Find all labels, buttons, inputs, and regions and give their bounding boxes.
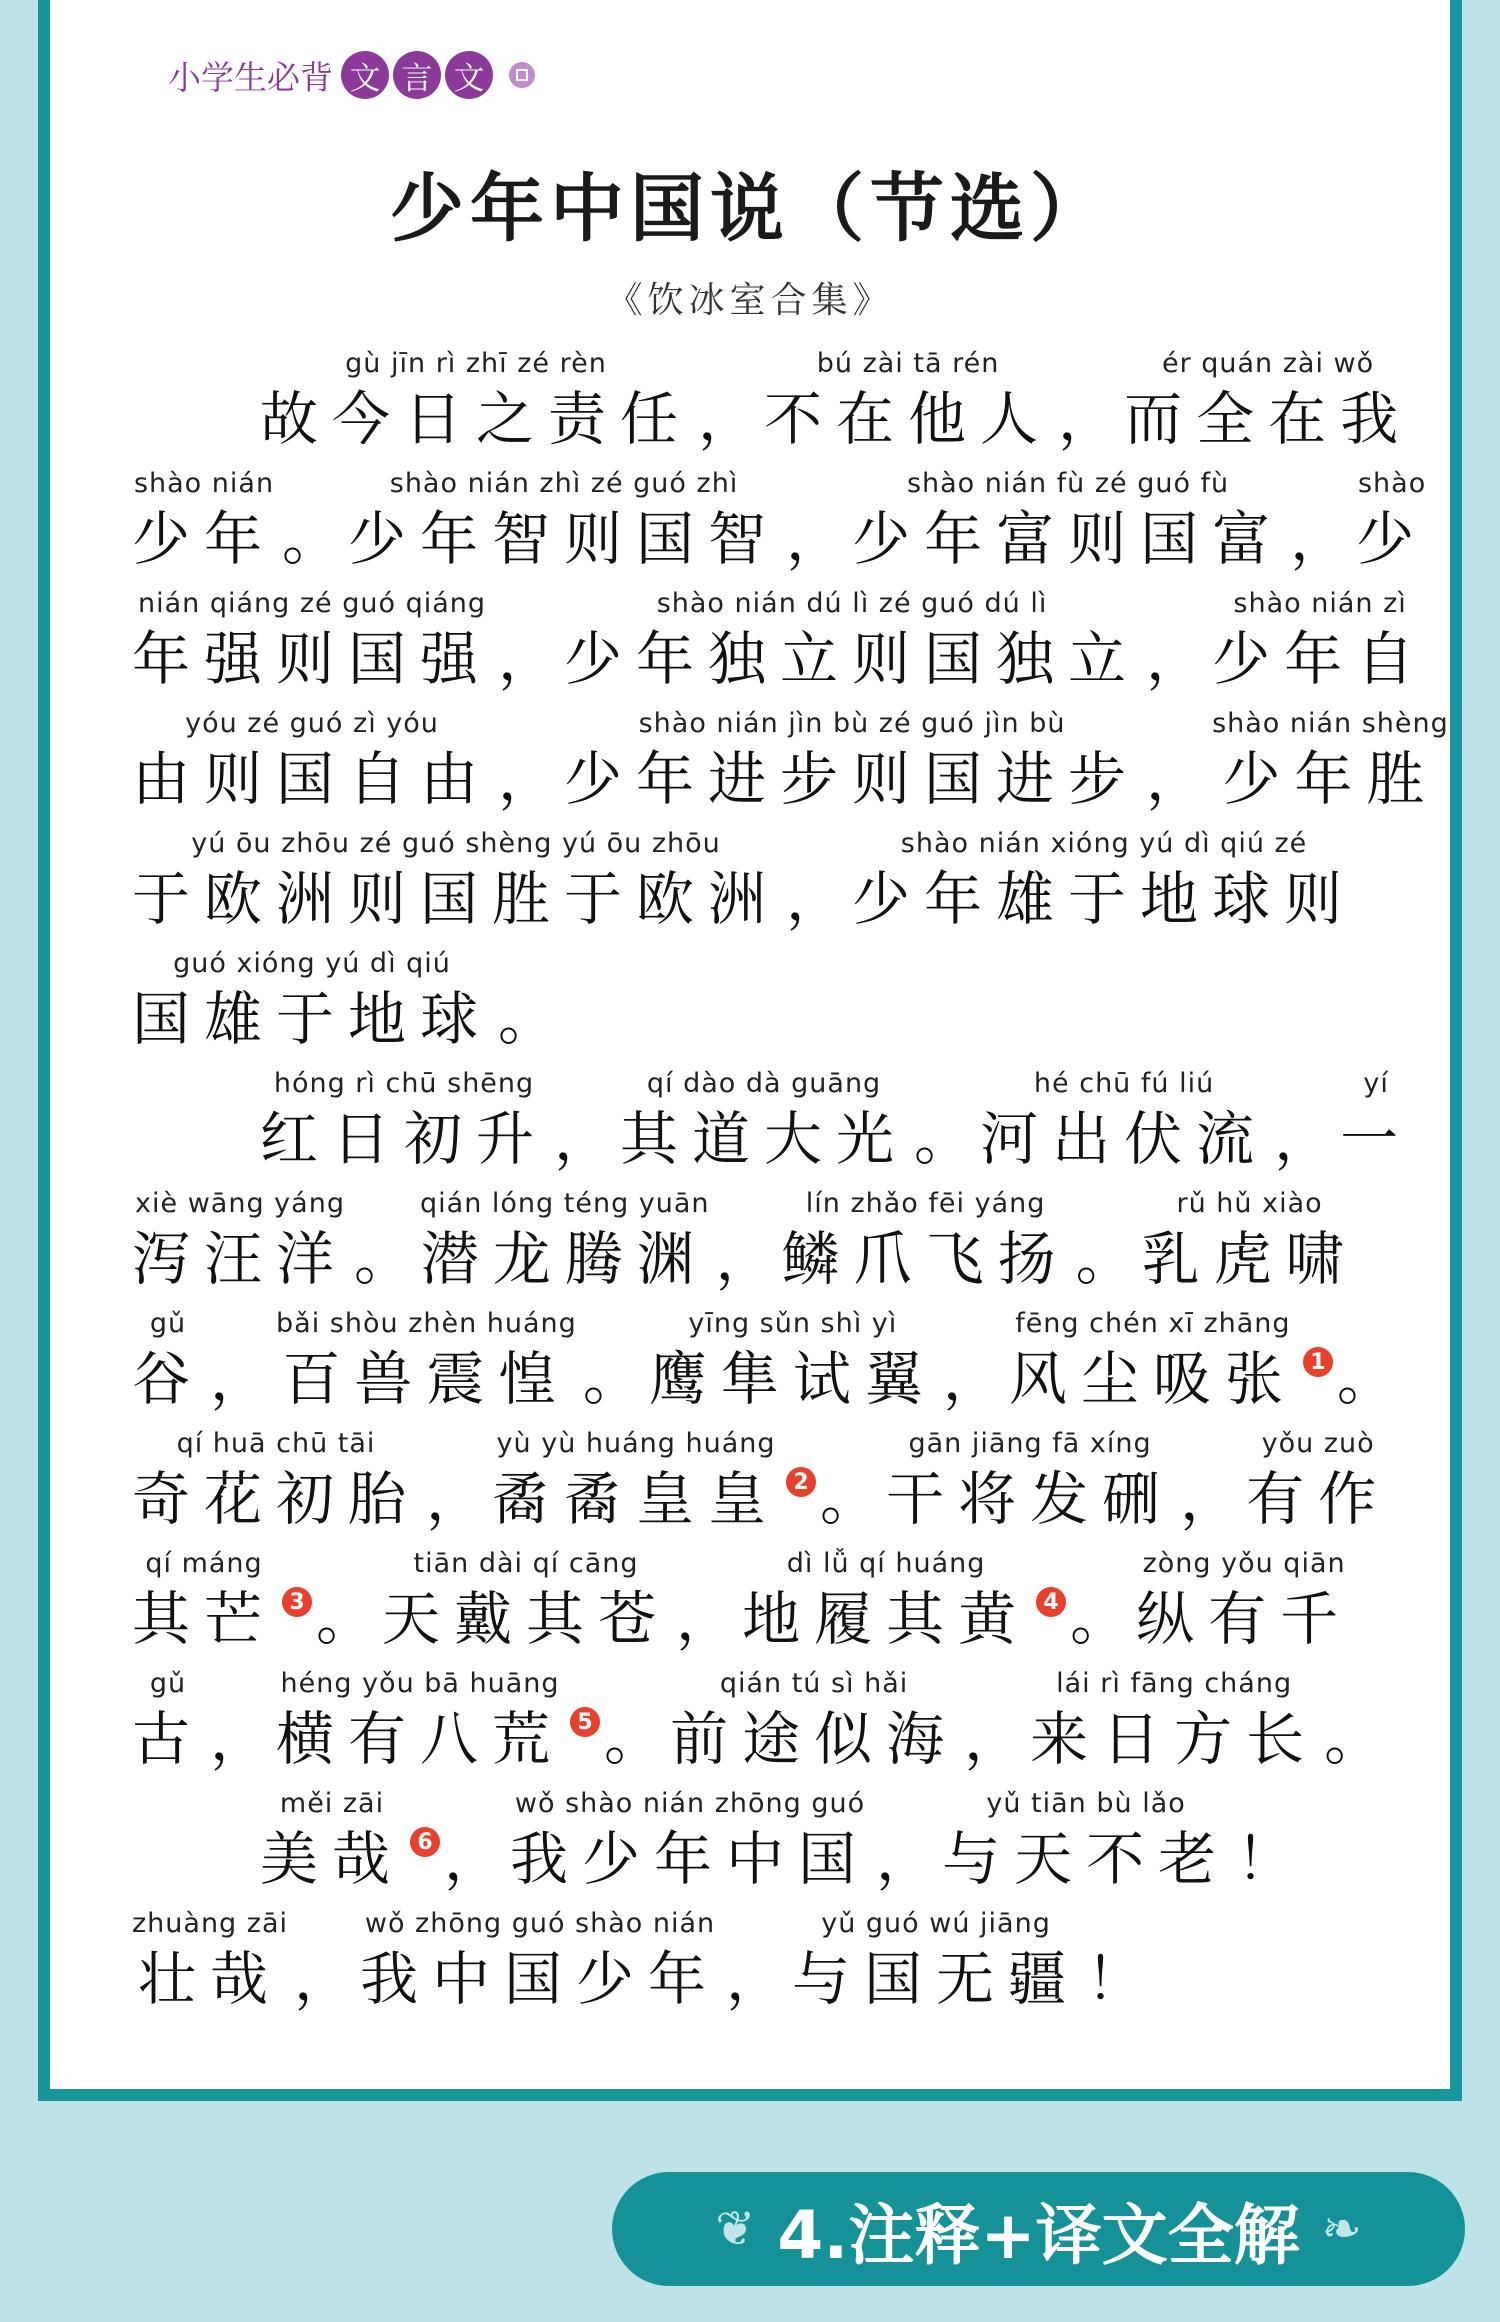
annotated-phrase xyxy=(1212,585,1428,695)
hanzi: 少年智则国智 xyxy=(348,505,781,573)
annotated-phrase xyxy=(132,1305,204,1415)
pinyin: shào nián xyxy=(133,468,275,499)
punctuation: ， xyxy=(498,625,557,693)
annotated-phrase xyxy=(852,825,1356,935)
hanzi: 我少年中国 xyxy=(510,1825,871,1893)
hanzi: 古 xyxy=(132,1705,205,1773)
punctuation: ， xyxy=(444,1825,503,1893)
footnote-marker[interactable]: 3 xyxy=(282,1587,312,1617)
hanzi: 而全在我 xyxy=(1124,385,1413,453)
text-line xyxy=(132,1425,1412,1545)
pinyin: yí xyxy=(1363,1068,1389,1099)
footnote-marker[interactable]: 1 xyxy=(1303,1347,1333,1377)
annotated-phrase xyxy=(132,1185,348,1295)
annotated-phrase xyxy=(420,1185,710,1295)
pinyin: héng yǒu bā huāng xyxy=(280,1668,560,1699)
pinyin: shào nián zhì zé guó zhì xyxy=(389,468,739,499)
hanzi: 由则国自由 xyxy=(132,745,493,813)
pinyin: qí huā chū tāi xyxy=(176,1428,376,1459)
pinyin: hóng rì chū shēng xyxy=(273,1068,535,1099)
annotated-phrase xyxy=(1136,1545,1352,1655)
pinyin: tiān dài qí cāng xyxy=(413,1548,639,1579)
hanzi: 其道大光 xyxy=(620,1105,909,1173)
hanzi: 少年富则国富 xyxy=(852,505,1285,573)
hanzi: 前途似海 xyxy=(670,1705,959,1773)
punctuation: ， xyxy=(698,385,757,453)
banner-text: 4.注释+译文全解 xyxy=(777,2196,1300,2274)
annotated-phrase xyxy=(942,1785,1230,1895)
pinyin: yǔ guó wú jiāng xyxy=(821,1908,1051,1939)
pinyin: shào nián zì xyxy=(1233,588,1407,619)
annotated-phrase xyxy=(1356,465,1428,575)
hanzi: 横有八荒 xyxy=(276,1705,565,1773)
annotated-phrase xyxy=(1340,1065,1412,1175)
annotated-phrase xyxy=(742,1545,1030,1655)
annotated-phrase xyxy=(564,705,1140,815)
pinyin: wǒ shào nián zhōng guó xyxy=(514,1788,866,1819)
footnote-marker[interactable]: 4 xyxy=(1036,1587,1066,1617)
text-line xyxy=(132,345,1412,465)
punctuation: ， xyxy=(786,865,845,933)
annotated-phrase xyxy=(1009,1305,1297,1415)
hanzi: 乳虎啸 xyxy=(1141,1225,1358,1293)
annotated-phrase xyxy=(564,585,1140,695)
series-char: 言 xyxy=(393,51,441,99)
annotated-phrase xyxy=(1030,1665,1318,1775)
annotated-phrase xyxy=(510,1785,870,1895)
punctuation: ， xyxy=(498,745,557,813)
pinyin: gù jīn rì zhī zé rèn xyxy=(345,348,607,379)
hanzi: 少年 xyxy=(132,505,277,573)
annotated-phrase xyxy=(980,1065,1268,1175)
annotated-phrase xyxy=(132,1665,204,1775)
series-prefix: 小学生必背 xyxy=(168,57,333,97)
annotated-phrase xyxy=(276,1305,577,1415)
text-line xyxy=(132,1545,1412,1665)
text-line xyxy=(132,585,1429,705)
hanzi: 红日初升 xyxy=(260,1105,549,1173)
pinyin: zòng yǒu qiān xyxy=(1142,1548,1346,1579)
annotated-phrase xyxy=(132,945,492,1055)
text-line xyxy=(132,1185,1412,1305)
pinyin: guó xióng yú dì qiú xyxy=(173,948,451,979)
pinyin: lín zhǎo fēi yáng xyxy=(805,1188,1046,1219)
cloud-scroll-ornament-left-icon: ❦ xyxy=(715,2201,756,2257)
annotated-phrase xyxy=(260,1065,548,1175)
annotated-phrase xyxy=(132,1545,276,1655)
punctuation: 。 xyxy=(498,985,557,1053)
hanzi: 潜龙腾渊 xyxy=(420,1225,709,1293)
pinyin: yù yù huáng huáng xyxy=(496,1428,776,1459)
pinyin: yóu zé guó zì yóu xyxy=(185,708,439,739)
text-page xyxy=(38,0,1462,2101)
flower-ornament-icon xyxy=(509,62,535,88)
annotated-phrase xyxy=(260,1785,404,1895)
pinyin: shào nián fù zé guó fù xyxy=(906,468,1230,499)
hanzi: 少年雄于地球则 xyxy=(852,865,1357,933)
annotated-phrase xyxy=(276,1665,564,1775)
text-line xyxy=(132,465,1429,585)
series-char: 文 xyxy=(341,51,389,99)
punctuation: ， xyxy=(554,1105,613,1173)
punctuation: ， xyxy=(1290,505,1349,573)
annotated-phrase xyxy=(260,345,692,455)
annotated-phrase xyxy=(620,1065,908,1175)
text-line xyxy=(132,1065,1412,1185)
punctuation: 。 xyxy=(914,1105,973,1173)
pinyin: gǔ xyxy=(149,1668,187,1699)
annotated-phrase xyxy=(1212,705,1449,815)
cloud-scroll-ornament-right-icon: ❧ xyxy=(1321,2201,1362,2257)
punctuation: ， xyxy=(1274,1105,1333,1173)
annotated-phrase xyxy=(132,705,492,815)
hanzi: 鳞爪飞扬 xyxy=(781,1225,1070,1293)
punctuation: ， xyxy=(1146,745,1205,813)
hanzi: 与国无疆 xyxy=(792,1945,1081,2013)
punctuation: ， xyxy=(210,1345,269,1413)
punctuation: 。 xyxy=(604,1705,663,1773)
pinyin: rǔ hǔ xiào xyxy=(1176,1188,1323,1219)
hanzi: 矞矞皇皇 xyxy=(492,1465,781,1533)
series-char: 文 xyxy=(445,51,493,99)
punctuation: ， xyxy=(1146,625,1205,693)
text-line xyxy=(132,705,1449,825)
text-source: 《饮冰室合集》 xyxy=(606,280,894,321)
hanzi: 与天不老 xyxy=(942,1825,1231,1893)
series-label xyxy=(168,45,535,105)
annotated-phrase xyxy=(764,345,1052,455)
annotated-phrase xyxy=(852,465,1284,575)
pinyin: dì lǚ qí huáng xyxy=(786,1548,986,1579)
hanzi: 地履其黄 xyxy=(742,1585,1031,1653)
text-line xyxy=(132,1785,1412,1905)
punctuation: ， xyxy=(726,1945,785,2013)
punctuation: ， xyxy=(676,1585,735,1653)
pinyin: qí máng xyxy=(145,1548,263,1579)
pinyin: nián qiáng zé guó qiáng xyxy=(137,588,487,619)
hanzi: 美哉 xyxy=(260,1825,405,1893)
hanzi: 来日方长 xyxy=(1030,1705,1319,1773)
pinyin: yǔ tiān bù lǎo xyxy=(986,1788,1186,1819)
footnote-marker[interactable]: 2 xyxy=(786,1467,816,1497)
annotated-phrase xyxy=(492,1425,780,1535)
annotated-phrase xyxy=(649,1305,937,1415)
annotated-phrase xyxy=(1124,345,1412,455)
pinyin: qián tú sì hǎi xyxy=(719,1668,909,1699)
punctuation: 。 xyxy=(316,1585,375,1653)
hanzi: 少年独立则国独立 xyxy=(564,625,1141,693)
pinyin: fēng chén xī zhāng xyxy=(1015,1308,1291,1339)
hanzi: 少年自 xyxy=(1212,625,1429,693)
hanzi: 一 xyxy=(1340,1105,1413,1173)
hanzi: 河出伏流 xyxy=(980,1105,1269,1173)
punctuation: 。 xyxy=(1070,1585,1129,1653)
hanzi: 国雄于地球 xyxy=(132,985,493,1053)
text-line xyxy=(132,825,1412,945)
text-line xyxy=(132,1305,1412,1425)
hanzi: 不在他人 xyxy=(764,385,1053,453)
pinyin: hé chū fú liú xyxy=(1033,1068,1215,1099)
annotated-phrase xyxy=(132,825,780,935)
footnote-marker[interactable]: 6 xyxy=(410,1827,440,1857)
annotated-phrase xyxy=(132,465,276,575)
punctuation: ， xyxy=(210,1705,269,1773)
annotated-text-body xyxy=(132,345,1449,2025)
pinyin: gǔ xyxy=(149,1308,187,1339)
pinyin: wǒ zhōng guó shào nián xyxy=(364,1908,716,1939)
hanzi: 泻汪洋 xyxy=(132,1225,349,1293)
annotated-phrase xyxy=(1142,1185,1358,1295)
pinyin: yú ōu zhōu zé guó shèng yú ōu zhōu xyxy=(191,828,721,859)
punctuation: ， xyxy=(786,505,845,573)
pinyin: shào nián xióng yú dì qiú zé xyxy=(900,828,1308,859)
hanzi: 其芒 xyxy=(132,1585,277,1653)
hanzi: 百兽震惶 xyxy=(282,1345,571,1413)
hanzi: 壮哉 xyxy=(137,1945,282,2013)
hanzi: 谷 xyxy=(132,1345,205,1413)
hanzi: 于欧洲则国胜于欧洲 xyxy=(132,865,781,933)
hanzi: 奇花初胎 xyxy=(132,1465,421,1533)
pinyin: ér quán zài wǒ xyxy=(1161,348,1375,379)
hanzi: 少 xyxy=(1356,505,1429,573)
annotated-phrase xyxy=(382,1545,670,1655)
hanzi: 我中国少年 xyxy=(360,1945,721,2013)
annotated-phrase xyxy=(670,1665,958,1775)
punctuation: 。 xyxy=(1336,1345,1395,1413)
pinyin: shào nián jìn bù zé guó jìn bù xyxy=(638,708,1066,739)
hanzi: 风尘吸张 xyxy=(1008,1345,1297,1413)
pinyin: yīng sǔn shì yì xyxy=(688,1308,898,1339)
annotated-phrase xyxy=(348,465,780,575)
hanzi: 纵有千 xyxy=(1136,1585,1353,1653)
hanzi: 年强则国强 xyxy=(132,625,493,693)
hanzi: 鹰隼试翼 xyxy=(648,1345,937,1413)
punctuation: 。 xyxy=(354,1225,413,1293)
annotated-phrase xyxy=(132,585,492,695)
pinyin: shào nián dú lì zé guó dú lì xyxy=(656,588,1048,619)
text-line xyxy=(132,945,1412,1065)
pinyin: qián lóng téng yuān xyxy=(420,1188,710,1219)
punctuation: ， xyxy=(715,1225,774,1293)
pinyin: lái rì fāng cháng xyxy=(1056,1668,1293,1699)
text-line xyxy=(132,1665,1412,1785)
pinyin: gān jiāng fā xíng xyxy=(908,1428,1152,1459)
text-line xyxy=(132,1905,1412,2025)
annotated-phrase xyxy=(1246,1425,1390,1535)
pinyin: yǒu zuò xyxy=(1261,1428,1375,1459)
hanzi: 少年进步则国进步 xyxy=(564,745,1141,813)
annotated-phrase xyxy=(792,1905,1080,2015)
hanzi: 故今日之责任 xyxy=(260,385,693,453)
footnote-marker[interactable]: 5 xyxy=(570,1707,600,1737)
annotated-phrase xyxy=(886,1425,1174,1535)
punctuation: ！ xyxy=(1086,1945,1145,2013)
hanzi: 干将发硎 xyxy=(886,1465,1175,1533)
pinyin: bú zài tā rén xyxy=(816,348,1000,379)
punctuation: 。 xyxy=(820,1465,879,1533)
annotated-phrase xyxy=(360,1905,720,2015)
pinyin: bǎi shòu zhèn huáng xyxy=(276,1308,577,1339)
pinyin: shào nián shèng xyxy=(1212,708,1449,739)
pinyin: měi zāi xyxy=(279,1788,385,1819)
pinyin: xiè wāng yáng xyxy=(135,1188,345,1219)
hanzi: 少年胜 xyxy=(1222,745,1439,813)
punctuation: ， xyxy=(876,1825,935,1893)
punctuation: ， xyxy=(426,1465,485,1533)
punctuation: ， xyxy=(1058,385,1117,453)
annotated-phrase xyxy=(132,1905,288,2015)
annotated-phrase xyxy=(782,1185,1070,1295)
punctuation: ， xyxy=(294,1945,353,2013)
punctuation: 。 xyxy=(1075,1225,1134,1293)
annotated-phrase xyxy=(132,1425,420,1535)
pinyin: qí dào dà guāng xyxy=(646,1068,882,1099)
text-title: 少年中国说（节选） xyxy=(390,166,1110,252)
hanzi: 天戴其苍 xyxy=(382,1585,671,1653)
pinyin: shào xyxy=(1357,468,1427,499)
punctuation: ， xyxy=(1180,1465,1239,1533)
punctuation: 。 xyxy=(1324,1705,1383,1773)
section-banner xyxy=(612,2172,1465,2286)
hanzi: 有作 xyxy=(1246,1465,1391,1533)
punctuation: ， xyxy=(964,1705,1023,1773)
punctuation: 。 xyxy=(282,505,341,573)
punctuation: ！ xyxy=(1236,1825,1295,1893)
punctuation: ， xyxy=(942,1345,1001,1413)
pinyin: zhuàng zāi xyxy=(132,1908,288,1939)
punctuation: 。 xyxy=(582,1345,641,1413)
